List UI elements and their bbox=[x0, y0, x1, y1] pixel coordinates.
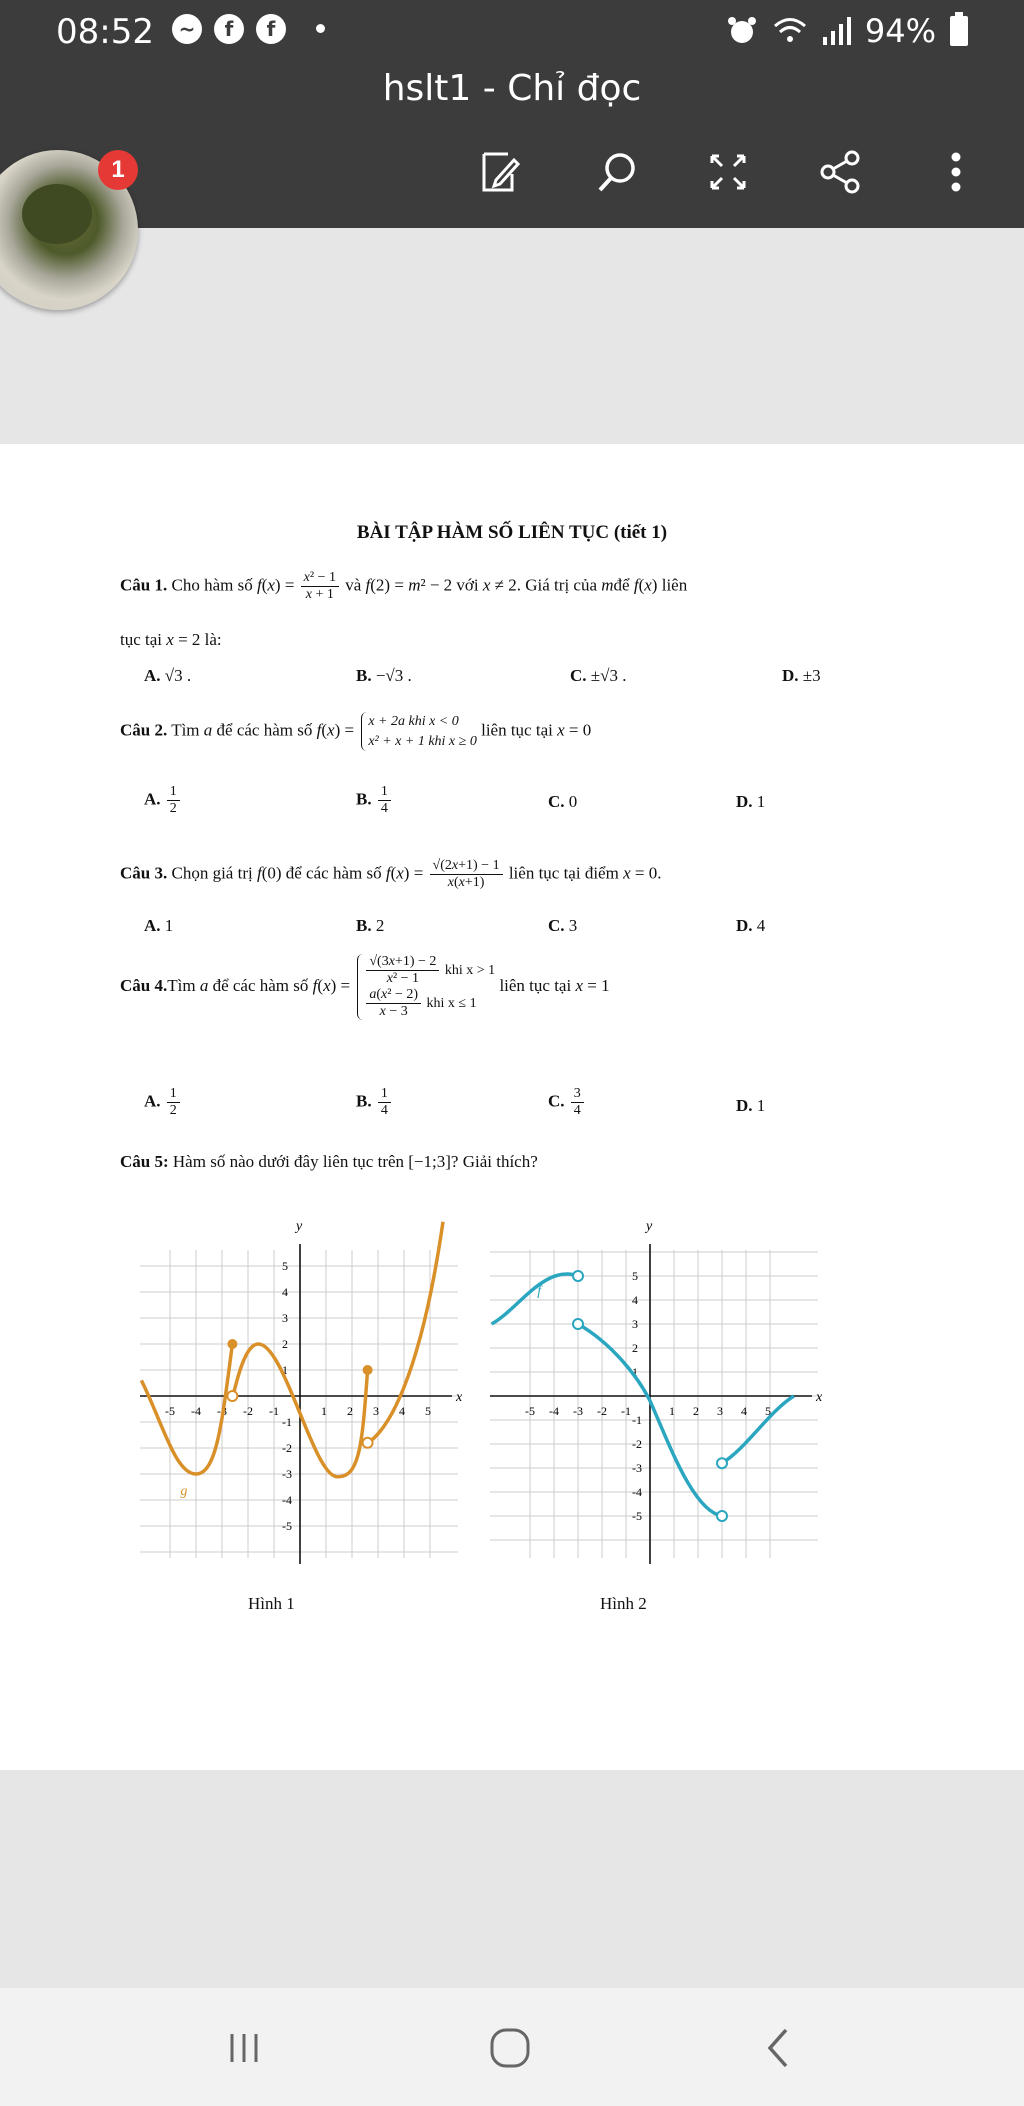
piecewise: $\frac{√(3x+1) - 2}{\text{x² − 1}}$ khi x > 1 $\frac{\text{a(x² − 2)}}{x - 3}$ khi x ≤ 1 bbox=[357, 954, 495, 1020]
home-button[interactable] bbox=[470, 2016, 550, 2080]
question-text: Chọn giá trị bbox=[171, 863, 253, 883]
y-tick-label: 4 bbox=[632, 1293, 638, 1307]
y-tick-label: -3 bbox=[282, 1467, 292, 1481]
signal-icon bbox=[821, 17, 851, 45]
question-2: Câu 2. Tìm a để các hàm số f(x) = x + 2a khi x < 0 x² + x + 1 khi x ≥ 0 liên tục tại x = 0 bbox=[120, 712, 591, 751]
app-top-bar bbox=[0, 0, 1024, 228]
y-tick-label: 5 bbox=[282, 1259, 288, 1273]
notification-icons bbox=[172, 14, 286, 44]
question-text: Hàm số nào dưới đây liên tục trên [−1;3]? Giải thích? bbox=[172, 1152, 538, 1171]
answer-a: A. $\frac{1}{2}$ bbox=[144, 1086, 182, 1119]
answer-d: D. ±3 bbox=[782, 666, 821, 685]
question-text: Tìm bbox=[167, 976, 196, 996]
figure-2-caption: Hình 2 bbox=[600, 1594, 647, 1613]
math-fx: f bbox=[256, 575, 262, 595]
question-text: Tìm bbox=[171, 720, 200, 740]
y-tick-label: 2 bbox=[282, 1337, 288, 1351]
open-point bbox=[573, 1319, 583, 1329]
curve-label-f: f bbox=[537, 1284, 542, 1300]
y-tick-label: -5 bbox=[632, 1509, 642, 1523]
x-tick-label: 2 bbox=[693, 1404, 699, 1418]
system-nav-bar bbox=[0, 1988, 1024, 2106]
open-point bbox=[717, 1511, 727, 1521]
x-tick-label: 2 bbox=[347, 1404, 353, 1418]
question-1-line2: tục tại x = 2 là: bbox=[120, 630, 222, 649]
question-text: liên tục tại bbox=[481, 720, 553, 740]
x-tick-label: -4 bbox=[191, 1404, 201, 1418]
open-point bbox=[573, 1271, 583, 1281]
answer-b: B. $\frac{1}{4}$ bbox=[356, 784, 393, 817]
case-1: khi x > 1 bbox=[444, 962, 496, 978]
battery-percent: 94% bbox=[864, 12, 936, 50]
x-tick-label: 3 bbox=[373, 1404, 379, 1418]
question-text: để các hàm số bbox=[212, 976, 309, 996]
open-point bbox=[717, 1458, 727, 1468]
question-1: Câu 1. Cho hàm số f(x) = $\frac{\text{x² − 1}}{x + 1}$ và f(2) = m² − 2 với x ≠ 2. Giá trị của mđể f(x) liên bbox=[120, 570, 688, 603]
question-label: Câu 2. bbox=[120, 720, 168, 740]
graph-1-plot bbox=[140, 1208, 470, 1568]
case-2: x² + x + 1 khi x ≥ 0 bbox=[368, 733, 477, 749]
question-text: để bbox=[613, 575, 630, 595]
curve-f-part-3 bbox=[722, 1396, 794, 1463]
x-tick-label: -4 bbox=[549, 1404, 559, 1418]
question-text: tục tại bbox=[120, 630, 163, 649]
question-text: . Giá trị của bbox=[516, 575, 598, 595]
question-text: và bbox=[345, 575, 362, 595]
figure-1 bbox=[140, 1208, 470, 1568]
question-text: liên tục tại bbox=[499, 976, 572, 996]
closed-point bbox=[227, 1339, 237, 1349]
fullscreen-icon[interactable] bbox=[700, 144, 756, 200]
x-tick-label: -1 bbox=[269, 1404, 279, 1418]
question-label: Câu 3. bbox=[120, 863, 168, 883]
notification-badge: 1 bbox=[98, 150, 138, 190]
answer-b: B. −√3 . bbox=[356, 666, 412, 685]
answer-a: A. √3 . bbox=[144, 666, 192, 685]
more-options-icon[interactable] bbox=[928, 144, 984, 200]
figure-1-caption: Hình 1 bbox=[248, 1594, 295, 1613]
question-5 bbox=[120, 1152, 538, 1172]
y-tick-label: -1 bbox=[632, 1413, 642, 1427]
y-tick-label: 1 bbox=[282, 1363, 288, 1377]
y-tick-label: 4 bbox=[282, 1285, 288, 1299]
question-text: là: bbox=[204, 630, 222, 649]
answer-b: B. $\frac{1}{4}$ bbox=[356, 1086, 393, 1119]
x-tick-label: 1 bbox=[321, 1404, 327, 1418]
answer-d: D. 1 bbox=[736, 1096, 766, 1115]
question-text: liên tục tại điểm bbox=[508, 863, 619, 883]
back-button[interactable] bbox=[738, 2016, 818, 2080]
answer-c: C. ±√3 . bbox=[570, 666, 627, 685]
case-2: khi x ≤ 1 bbox=[426, 996, 477, 1011]
open-point bbox=[363, 1438, 373, 1448]
x-tick-label: -5 bbox=[165, 1404, 175, 1418]
doc-title: BÀI TẬP HÀM SỐ LIÊN TỤC (tiết 1) bbox=[356, 522, 668, 543]
status-right bbox=[725, 12, 968, 50]
answer-c: C. $\frac{3}{4}$ bbox=[548, 1086, 586, 1119]
y-tick-label: 2 bbox=[632, 1341, 638, 1355]
x-tick-label: 3 bbox=[717, 1404, 723, 1418]
open-point bbox=[227, 1391, 237, 1401]
recents-button[interactable] bbox=[204, 2016, 284, 2080]
fraction: $\frac{√(2x+1) - 1}{x(x+1)}$ bbox=[430, 858, 503, 891]
question-text: Cho hàm số bbox=[171, 575, 253, 595]
facebook-icon: f bbox=[214, 14, 244, 44]
alarm-icon bbox=[725, 14, 759, 48]
document-title-bar: hslt1 - Chỉ đọc bbox=[382, 68, 642, 109]
x-axis-label: x bbox=[816, 1390, 823, 1405]
x-tick-label: 1 bbox=[669, 1404, 675, 1418]
y-tick-label: 1 bbox=[632, 1365, 638, 1379]
y-tick-label: -2 bbox=[282, 1441, 292, 1455]
y-axis-label: y bbox=[646, 1219, 653, 1234]
messenger-icon: ~ bbox=[172, 14, 202, 44]
answer-c: C. 3 bbox=[548, 916, 578, 935]
x-tick-label: -5 bbox=[525, 1404, 535, 1418]
edit-icon[interactable] bbox=[470, 144, 526, 200]
y-tick-label: -2 bbox=[632, 1437, 642, 1451]
status-time: 08:52 bbox=[56, 12, 154, 52]
x-tick-label: 5 bbox=[425, 1404, 431, 1418]
question-text: để các hàm số bbox=[216, 720, 313, 740]
y-tick-label: 3 bbox=[632, 1317, 638, 1331]
question-label: Câu 5: bbox=[120, 1152, 169, 1171]
fraction: $\frac{\text{x² − 1}}{x + 1}$ bbox=[301, 570, 339, 603]
x-tick-label: -2 bbox=[243, 1404, 253, 1418]
document-page bbox=[0, 444, 1024, 1770]
question-label: Câu 1. bbox=[120, 575, 168, 595]
question-label: Câu 4. bbox=[120, 976, 168, 996]
curve-f-part-1 bbox=[492, 1274, 578, 1324]
x-tick-label: -3 bbox=[217, 1404, 227, 1418]
share-icon[interactable] bbox=[812, 144, 868, 200]
x-tick-label: -1 bbox=[621, 1404, 631, 1418]
answer-a: A. $\frac{1}{2}$ bbox=[144, 784, 182, 817]
answer-b: B. 2 bbox=[356, 916, 385, 935]
x-tick-label: 4 bbox=[399, 1404, 405, 1418]
more-notifications-dot bbox=[316, 24, 325, 33]
question-text: liên bbox=[661, 575, 688, 595]
search-icon[interactable] bbox=[588, 144, 644, 200]
question-text: với bbox=[456, 575, 479, 595]
y-axis-label: y bbox=[296, 1219, 303, 1234]
graph-2-plot bbox=[490, 1208, 830, 1568]
answer-c: C. 0 bbox=[548, 792, 578, 811]
x-tick-label: -3 bbox=[573, 1404, 583, 1418]
y-tick-label: -4 bbox=[632, 1485, 642, 1499]
facebook-icon: f bbox=[256, 14, 286, 44]
back-icon bbox=[758, 2024, 798, 2072]
case-1: x + 2a khi x < 0 bbox=[368, 714, 459, 729]
wifi-icon bbox=[773, 16, 807, 46]
y-tick-label: -1 bbox=[282, 1415, 292, 1429]
figure-2 bbox=[490, 1208, 830, 1568]
y-tick-label: -3 bbox=[632, 1461, 642, 1475]
question-3: Câu 3. Chọn giá trị f(0) để các hàm số f(x) = $\frac{√(2x+1) - 1}{x(x+1)}$ liên tục tại điểm x = 0. bbox=[120, 858, 662, 891]
question-text: để các hàm số bbox=[285, 863, 382, 883]
question-4: Câu 4.Tìm a để các hàm số f(x) = $\frac{√(3x+1) - 2}{\text{x² − 1}}$ khi x > 1 $\frac{\text{a(x² − 2)}}{x - 3}$ khi x ≤ 1 liên tục tại x = 1 bbox=[120, 954, 610, 1020]
x-tick-label: 5 bbox=[765, 1404, 771, 1418]
piecewise bbox=[361, 712, 477, 751]
answer-d: D. 1 bbox=[736, 792, 766, 811]
answer-d: D. 4 bbox=[736, 916, 766, 935]
curve-label-g: g bbox=[180, 1483, 188, 1499]
y-tick-label: -4 bbox=[282, 1493, 292, 1507]
recents-icon bbox=[224, 2028, 264, 2068]
battery-icon bbox=[950, 16, 968, 46]
y-tick-label: -5 bbox=[282, 1519, 292, 1533]
closed-point bbox=[363, 1365, 373, 1375]
y-tick-label: 5 bbox=[632, 1269, 638, 1283]
x-axis-label: x bbox=[456, 1390, 463, 1405]
home-icon bbox=[486, 2024, 534, 2072]
x-tick-label: 4 bbox=[741, 1404, 747, 1418]
answer-a: A. 1 bbox=[144, 916, 174, 935]
x-tick-label: -2 bbox=[597, 1404, 607, 1418]
y-tick-label: 3 bbox=[282, 1311, 288, 1325]
